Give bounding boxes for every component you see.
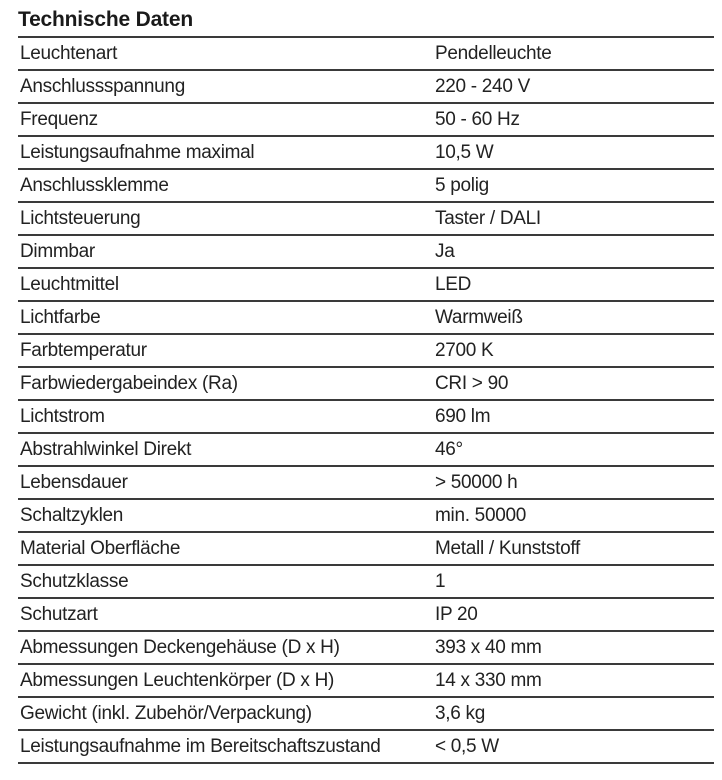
spec-row <box>18 37 714 70</box>
spec-row <box>18 730 714 763</box>
spec-value: Taster / DALI <box>433 202 714 235</box>
spec-label: Abmessungen Leuchtenkörper (D x H) <box>18 664 433 697</box>
spec-value: Metall / Kunststoff <box>433 532 714 565</box>
section-title: Technische Daten <box>18 8 193 31</box>
spec-label: Farbwiedergabeindex (Ra) <box>18 367 433 400</box>
spec-row <box>18 532 714 565</box>
spec-row <box>18 697 714 730</box>
spec-row <box>18 466 714 499</box>
spec-label: Lichtfarbe <box>18 301 433 334</box>
spec-value: 5 polig <box>433 169 714 202</box>
spec-value: IP 20 <box>433 598 714 631</box>
spec-row <box>18 499 714 532</box>
spec-table-body <box>18 37 714 763</box>
spec-label: Leuchtmittel <box>18 268 433 301</box>
spec-row <box>18 334 714 367</box>
spec-row <box>18 598 714 631</box>
spec-row <box>18 433 714 466</box>
spec-label: Gewicht (inkl. Zubehör/Verpackung) <box>18 697 433 730</box>
spec-row <box>18 70 714 103</box>
spec-label: Anschlussklemme <box>18 169 433 202</box>
spec-row <box>18 367 714 400</box>
spec-value: > 50000 h <box>433 466 714 499</box>
technical-data-section <box>18 6 710 764</box>
spec-row <box>18 169 714 202</box>
spec-row <box>18 400 714 433</box>
spec-label: Farbtemperatur <box>18 334 433 367</box>
spec-label: Lichtsteuerung <box>18 202 433 235</box>
spec-value: 1 <box>433 565 714 598</box>
spec-row <box>18 235 714 268</box>
spec-value: 50 - 60 Hz <box>433 103 714 136</box>
spec-label: Lichtstrom <box>18 400 433 433</box>
spec-row <box>18 301 714 334</box>
spec-label: Abmessungen Deckengehäuse (D x H) <box>18 631 433 664</box>
spec-label: Dimmbar <box>18 235 433 268</box>
spec-value: 220 - 240 V <box>433 70 714 103</box>
spec-value: 10,5 W <box>433 136 714 169</box>
spec-label: Material Oberfläche <box>18 532 433 565</box>
spec-row <box>18 664 714 697</box>
spec-row <box>18 103 714 136</box>
spec-label: Schaltzyklen <box>18 499 433 532</box>
spec-label: Leistungsaufnahme maximal <box>18 136 433 169</box>
spec-value: 3,6 kg <box>433 697 714 730</box>
spec-row <box>18 565 714 598</box>
spec-value: 690 lm <box>433 400 714 433</box>
spec-row <box>18 202 714 235</box>
spec-value: Pendelleuchte <box>433 37 714 70</box>
spec-label: Schutzart <box>18 598 433 631</box>
spec-label: Anschlussspannung <box>18 70 433 103</box>
spec-value: < 0,5 W <box>433 730 714 763</box>
spec-value: 46° <box>433 433 714 466</box>
spec-value: LED <box>433 268 714 301</box>
spec-value: Warmweiß <box>433 301 714 334</box>
spec-row <box>18 136 714 169</box>
spec-value: Ja <box>433 235 714 268</box>
spec-label: Abstrahlwinkel Direkt <box>18 433 433 466</box>
spec-row <box>18 631 714 664</box>
spec-row <box>18 268 714 301</box>
spec-label: Leuchtenart <box>18 37 433 70</box>
spec-value: CRI > 90 <box>433 367 714 400</box>
spec-value: 393 x 40 mm <box>433 631 714 664</box>
spec-value: 2700 K <box>433 334 714 367</box>
spec-label: Schutzklasse <box>18 565 433 598</box>
spec-table <box>18 36 714 764</box>
spec-label: Lebensdauer <box>18 466 433 499</box>
spec-value: min. 50000 <box>433 499 714 532</box>
spec-label: Leistungsaufnahme im Bereitschaftszustand <box>18 730 433 763</box>
spec-label: Frequenz <box>18 103 433 136</box>
spec-value: 14 x 330 mm <box>433 664 714 697</box>
